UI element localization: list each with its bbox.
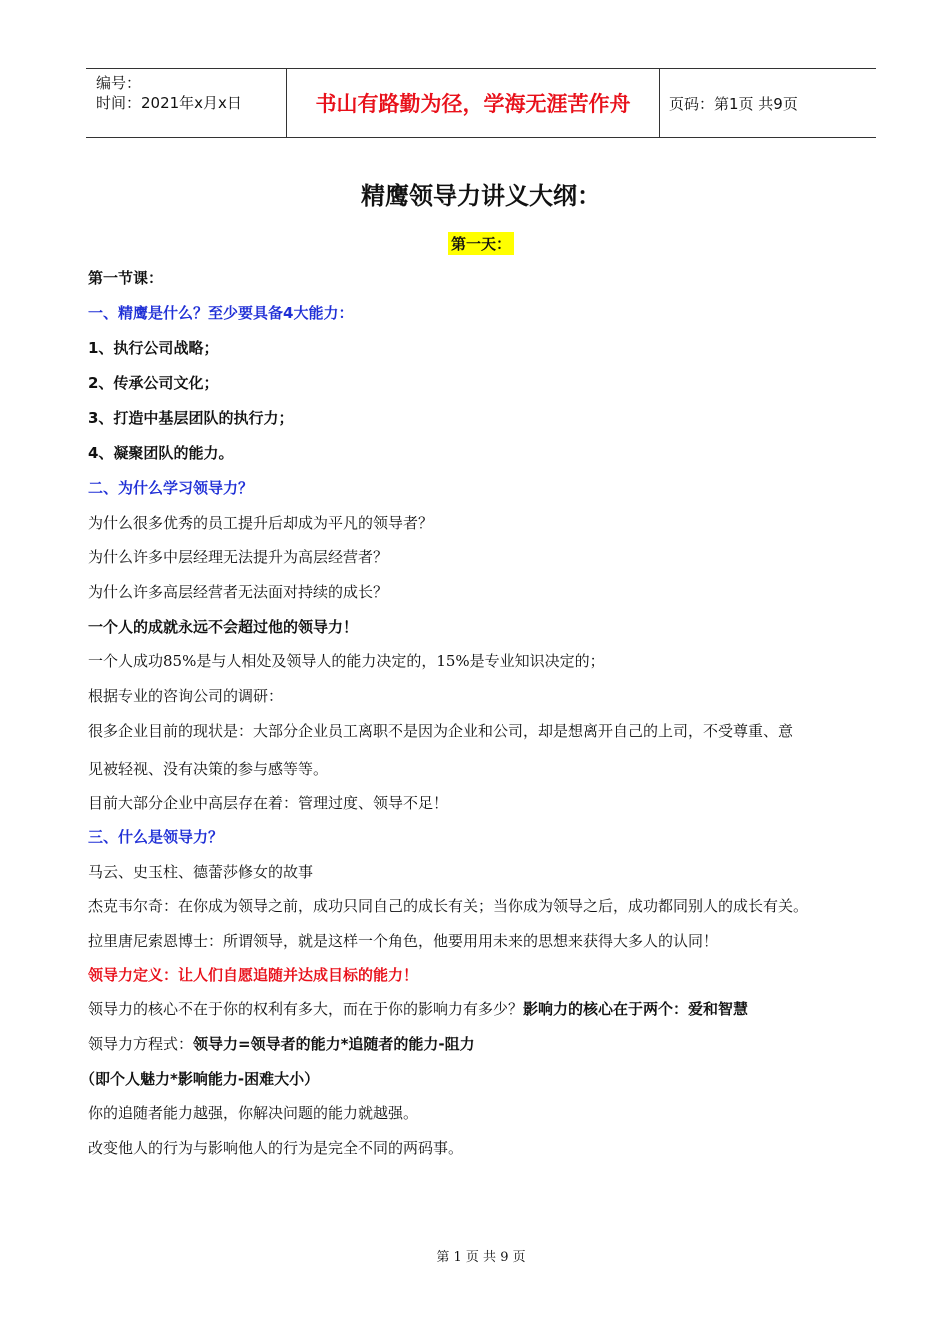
heading-3: 三、什么是领导力？ bbox=[88, 828, 224, 846]
page-footer: 第 1 页 共 9 页 bbox=[436, 1250, 526, 1265]
paragraph: 改变他人的行为与影响他人的行为是完全不同的两码事。 bbox=[88, 1139, 464, 1157]
header-number-label: 编号： bbox=[96, 74, 142, 92]
heading-1: 一、精鹰是什么？至少要具备4大能力： bbox=[88, 304, 354, 322]
page-header bbox=[86, 68, 876, 138]
header-time-label: 时间：2021年x月x日 bbox=[96, 94, 242, 112]
influence-core: 影响力的核心在于两个：爱和智慧 bbox=[523, 1000, 749, 1018]
heading-2: 二、为什么学习领导力？ bbox=[88, 479, 254, 497]
header-motto: 书山有路勤为径，学海无涯苦作舟 bbox=[287, 69, 660, 137]
paragraph: 杰克韦尔奇：在你成为领导之前，成功只同自己的成长有关；当你成为领导之后，成功都同别人的成长有关。 bbox=[88, 897, 809, 915]
header-page-info: 页码：第1页 共9页 bbox=[669, 94, 798, 113]
list-item: 2、传承公司文化； bbox=[88, 374, 219, 392]
section-label: 第一节课： bbox=[88, 269, 164, 287]
definition-line: 领导力定义：让人们自愿追随并达成目标的能力！ bbox=[88, 966, 419, 984]
list-item: 3、打造中基层团队的执行力； bbox=[88, 409, 294, 427]
paragraph: 一个人成功85%是与人相处及领导人的能力决定的，15%是专业知识决定的； bbox=[88, 652, 605, 670]
paragraph: 很多企业目前的现状是：大部分企业员工离职不是因为企业和公司，却是想离开自己的上司，不受尊重、意 bbox=[88, 722, 794, 740]
formula-note: （即个人魅力*影响能力-困难大小） bbox=[80, 1070, 320, 1088]
paragraph-mixed bbox=[88, 999, 748, 1019]
list-item: 1、执行公司战略； bbox=[88, 339, 219, 357]
paragraph: 目前大部分企业中高层存在着：管理过度、领导不足！ bbox=[88, 794, 449, 812]
paragraph: 为什么许多中层经理无法提升为高层经营者？ bbox=[88, 548, 389, 566]
paragraph: 根据专业的咨询公司的调研： bbox=[88, 687, 284, 705]
influence-text: 领导力的核心不在于你的权利有多大，而在于你的影响力有多少？ bbox=[88, 1000, 524, 1018]
day-heading: 第一天： bbox=[448, 232, 514, 255]
paragraph: 你的追随者能力越强，你解决问题的能力就越强。 bbox=[88, 1104, 419, 1122]
header-meta-cell bbox=[86, 69, 287, 137]
emphasis-line: 一个人的成就永远不会超过他的领导力！ bbox=[88, 618, 359, 636]
paragraph: 为什么很多优秀的员工提升后却成为平凡的领导者？ bbox=[88, 514, 434, 532]
paragraph: 见被轻视、没有决策的参与感等等。 bbox=[88, 760, 329, 778]
formula-text: 领导力=领导者的能力*追随者的能力-阻力 bbox=[193, 1035, 475, 1053]
day-heading-wrap bbox=[86, 232, 876, 255]
formula-label: 领导力方程式： bbox=[88, 1035, 194, 1053]
paragraph: 马云、史玉柱、德蕾莎修女的故事 bbox=[88, 863, 314, 881]
paragraph-mixed bbox=[88, 1034, 475, 1054]
document-title: 精鹰领导力讲义大纲： bbox=[361, 182, 601, 210]
paragraph: 为什么许多高层经营者无法面对持续的成长？ bbox=[88, 583, 389, 601]
list-item: 4、凝聚团队的能力。 bbox=[88, 444, 234, 462]
paragraph: 拉里唐尼索恩博士：所谓领导，就是这样一个角色，他要用用未来的思想来获得大多人的认同！ bbox=[88, 932, 719, 950]
